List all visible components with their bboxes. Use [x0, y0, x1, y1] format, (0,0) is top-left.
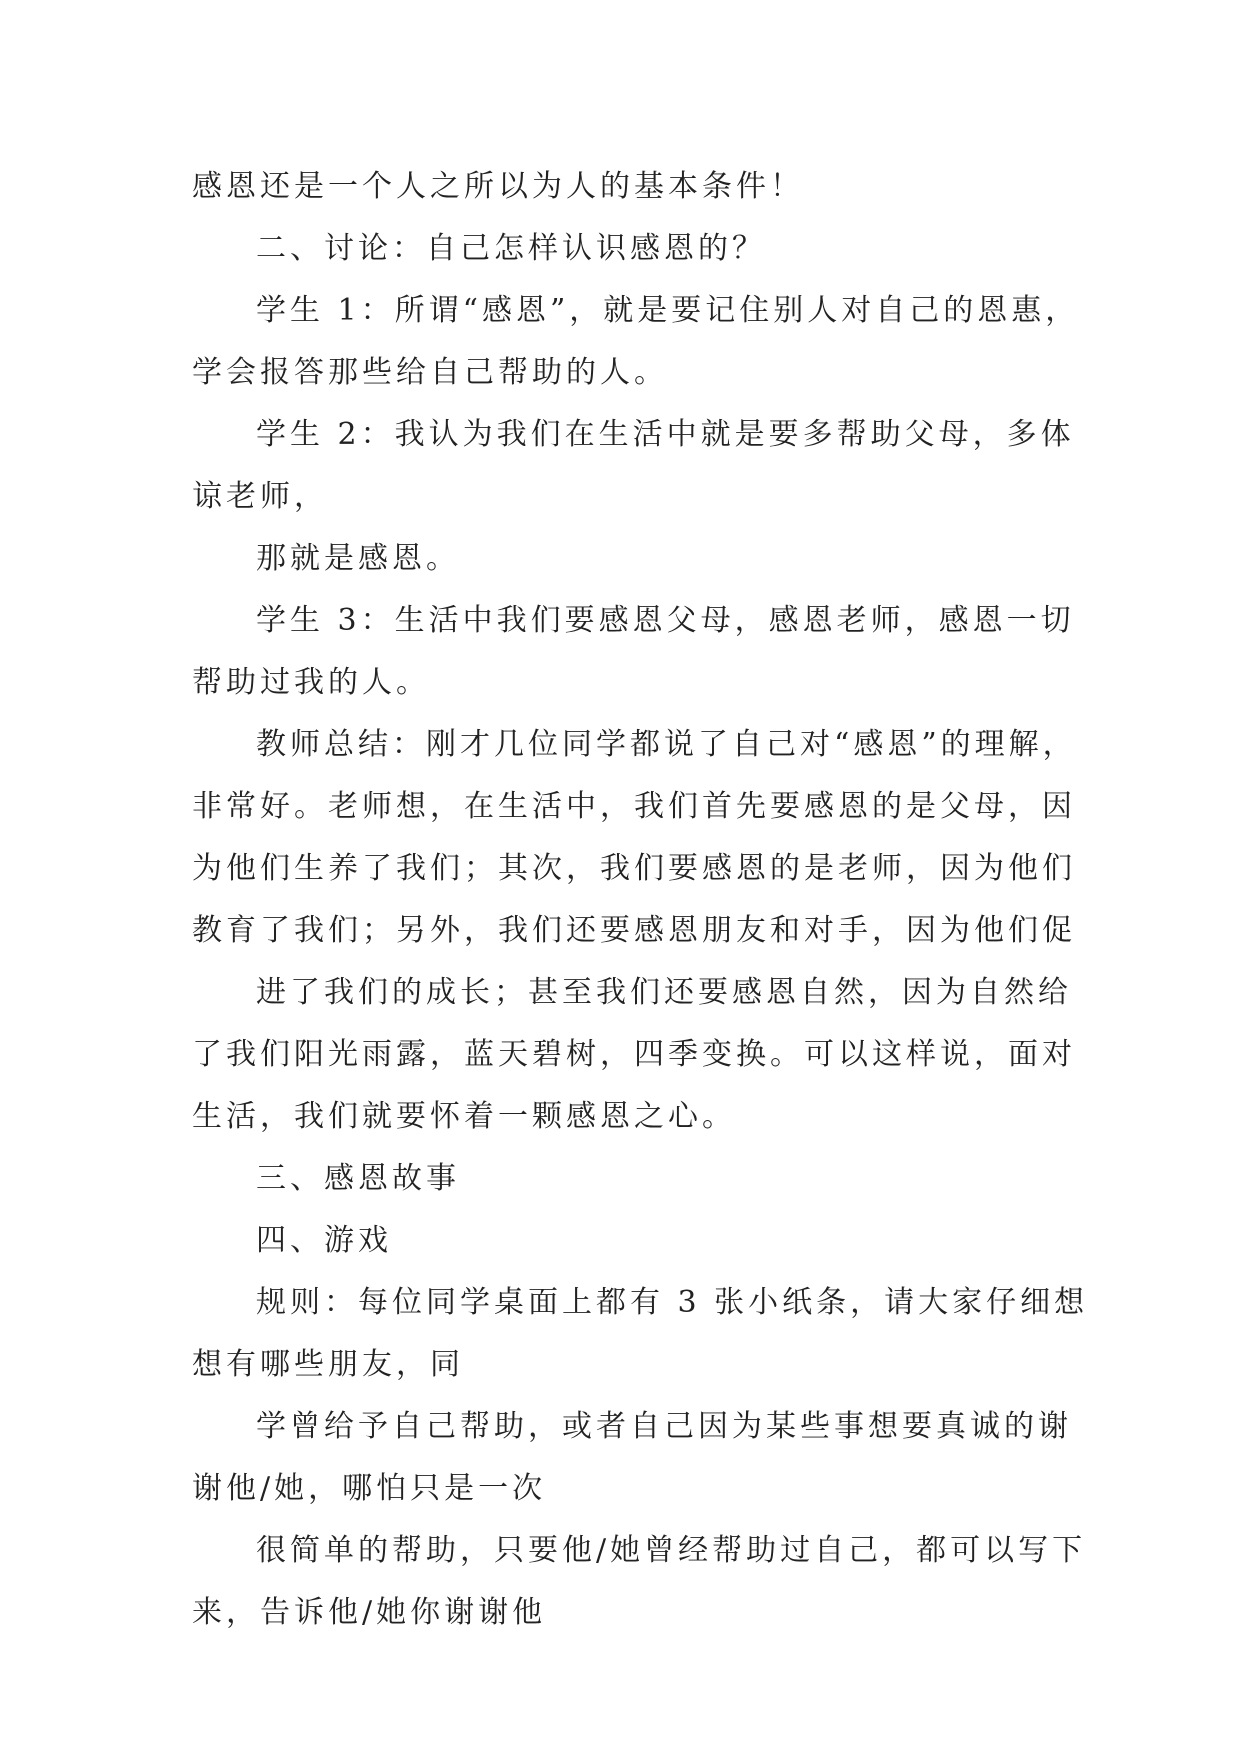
text-line: 学生 2：我认为我们在生活中就是要多帮助父母，多体	[256, 417, 1075, 452]
text-line: 教育了我们；另外，我们还要感恩朋友和对手，因为他们促	[192, 913, 1076, 948]
text-line: 四、游戏	[256, 1223, 392, 1258]
text-line: 谢他/她，哪怕只是一次	[192, 1471, 547, 1506]
text-line: 进了我们的成长；甚至我们还要感恩自然，因为自然给	[256, 975, 1072, 1010]
text-line: 二、讨论：自己怎样认识感恩的？	[256, 231, 766, 266]
text-line: 非常好。老师想，在生活中，我们首先要感恩的是父母，因	[192, 789, 1076, 824]
text-line: 规则：每位同学桌面上都有 3 张小纸条，请大家仔细想	[256, 1285, 1089, 1320]
text-line: 了我们阳光雨露，蓝天碧树，四季变换。可以这样说，面对	[192, 1037, 1076, 1072]
text-line: 学生 3：生活中我们要感恩父母，感恩老师，感恩一切	[256, 603, 1075, 638]
text-line: 学生 1：所谓“感恩”，就是要记住别人对自己的恩惠，	[256, 293, 1080, 328]
text-line: 三、感恩故事	[256, 1161, 460, 1196]
text-line: 很简单的帮助，只要他/她曾经帮助过自己，都可以写下	[256, 1533, 1087, 1568]
text-line: 帮助过我的人。	[192, 665, 430, 700]
text-line: 谅老师，	[192, 479, 328, 514]
text-line: 来，告诉他/她你谢谢他	[192, 1595, 547, 1630]
text-line: 生活，我们就要怀着一颗感恩之心。	[192, 1099, 736, 1134]
text-line: 那就是感恩。	[256, 541, 460, 576]
text-line: 感恩还是一个人之所以为人的基本条件！	[192, 169, 804, 204]
text-line: 为他们生养了我们；其次，我们要感恩的是老师，因为他们	[192, 851, 1076, 886]
document-body	[192, 156, 1089, 1644]
text-line: 学曾给予自己帮助，或者自己因为某些事想要真诚的谢	[256, 1409, 1072, 1444]
text-line: 教师总结：刚才几位同学都说了自己对“感恩”的理解，	[256, 727, 1077, 762]
text-line: 学会报答那些给自己帮助的人。	[192, 355, 668, 390]
text-line: 想有哪些朋友，同	[192, 1347, 464, 1382]
